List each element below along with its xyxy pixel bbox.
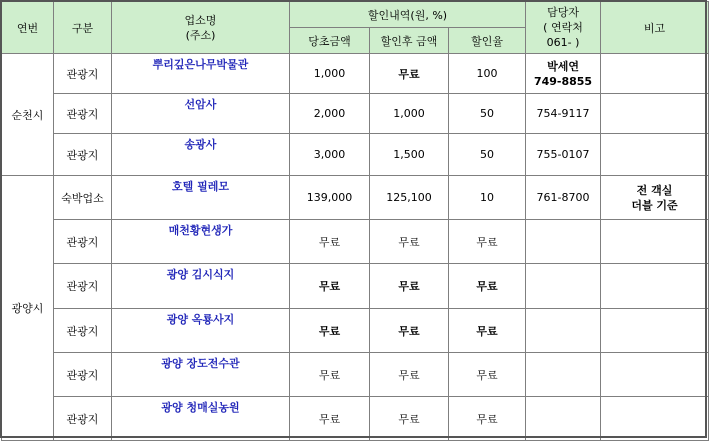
place-name: 광양 청매실농원: [112, 397, 290, 441]
place-name: 호텔 필레모: [112, 176, 290, 220]
original-price: 무료: [290, 309, 370, 353]
table-row: [2, 176, 709, 220]
contact-cell: [526, 397, 601, 441]
table-row: [2, 54, 709, 94]
header-rate: 할인율: [449, 28, 526, 54]
header-contact-line3: 061- ): [546, 36, 580, 49]
note-cell: [601, 309, 709, 353]
contact-cell: 755-0107: [526, 134, 601, 176]
place-name: 광양 김시식지: [112, 264, 290, 309]
discounted-price: 1,500: [370, 134, 449, 176]
original-price: 139,000: [290, 176, 370, 220]
place-name: 광양 옥룡사지: [112, 309, 290, 353]
table-row: [2, 397, 709, 441]
header-region: 연번: [2, 2, 54, 54]
discount-rate: 무료: [449, 309, 526, 353]
discounted-price: 무료: [370, 264, 449, 309]
type-cell: 관광지: [54, 397, 112, 441]
discount-rate: 50: [449, 94, 526, 134]
header-after: 할인후 금액: [370, 28, 449, 54]
discounted-price: 무료: [370, 309, 449, 353]
type-cell: 관광지: [54, 54, 112, 94]
header-contact-line1: 담당자: [547, 6, 579, 19]
table-row: [2, 309, 709, 353]
type-cell: 관광지: [54, 94, 112, 134]
type-cell: 관광지: [54, 264, 112, 309]
type-cell: 관광지: [54, 353, 112, 397]
region-cell: 광양시: [2, 176, 54, 441]
discount-rate: 100: [449, 54, 526, 94]
header-contact-line2: ( 연락처: [543, 21, 583, 34]
note-cell: [601, 54, 709, 94]
discount-rate: 무료: [449, 220, 526, 264]
header-original: 당초금액: [290, 28, 370, 54]
contact-cell: [526, 353, 601, 397]
discount-rate: 50: [449, 134, 526, 176]
table-row: [2, 264, 709, 309]
region-cell: 순천시: [2, 54, 54, 176]
contact-cell: 754-9117: [526, 94, 601, 134]
note-cell: [601, 264, 709, 309]
original-price: 무료: [290, 397, 370, 441]
place-name: 광양 장도전수관: [112, 353, 290, 397]
note-line1: 전 객실: [636, 183, 673, 197]
contact-cell: [526, 264, 601, 309]
note-cell: [601, 94, 709, 134]
contact-cell: 761-8700: [526, 176, 601, 220]
header-name: [112, 2, 290, 54]
header-name-line2: (주소): [185, 28, 216, 42]
note-cell: [601, 134, 709, 176]
type-cell: 관광지: [54, 134, 112, 176]
discounted-price: 무료: [370, 397, 449, 441]
contact-line1: 박세연: [547, 59, 579, 73]
note-cell: [601, 397, 709, 441]
discounted-price: 무료: [370, 54, 449, 94]
contact-cell: [526, 220, 601, 264]
place-name: 송광사: [112, 134, 290, 176]
discounted-price: 125,100: [370, 176, 449, 220]
original-price: 3,000: [290, 134, 370, 176]
header-type: 구분: [54, 2, 112, 54]
discounted-price: 무료: [370, 220, 449, 264]
table-row: [2, 220, 709, 264]
header-note: 비고: [601, 2, 709, 54]
type-cell: 숙박업소: [54, 176, 112, 220]
header-contact: [526, 2, 601, 54]
header-row-1: [2, 2, 709, 28]
original-price: 1,000: [290, 54, 370, 94]
discount-rate: 무료: [449, 397, 526, 441]
original-price: 무료: [290, 264, 370, 309]
note-cell: [601, 220, 709, 264]
discount-rate: 10: [449, 176, 526, 220]
discount-table: [1, 1, 709, 441]
place-name: 매천황현생가: [112, 220, 290, 264]
note-cell: [601, 176, 709, 220]
note-cell: [601, 353, 709, 397]
table-row: [2, 134, 709, 176]
original-price: 2,000: [290, 94, 370, 134]
place-name: 뿌리깊은나무박물관: [112, 54, 290, 94]
note-line2: 더블 기준: [631, 198, 678, 212]
header-discount: 할인내역(원, %): [290, 2, 526, 28]
table-row: [2, 94, 709, 134]
contact-line2: 749-8855: [533, 74, 593, 88]
table-row: [2, 353, 709, 397]
contact-cell: [526, 309, 601, 353]
contact-cell: [526, 54, 601, 94]
discounted-price: 무료: [370, 353, 449, 397]
header-name-line1: 업소명: [184, 13, 217, 27]
discount-rate: 무료: [449, 353, 526, 397]
discount-rate: 무료: [449, 264, 526, 309]
original-price: 무료: [290, 353, 370, 397]
type-cell: 관광지: [54, 220, 112, 264]
original-price: 무료: [290, 220, 370, 264]
place-name: 선암사: [112, 94, 290, 134]
type-cell: 관광지: [54, 309, 112, 353]
discounted-price: 1,000: [370, 94, 449, 134]
